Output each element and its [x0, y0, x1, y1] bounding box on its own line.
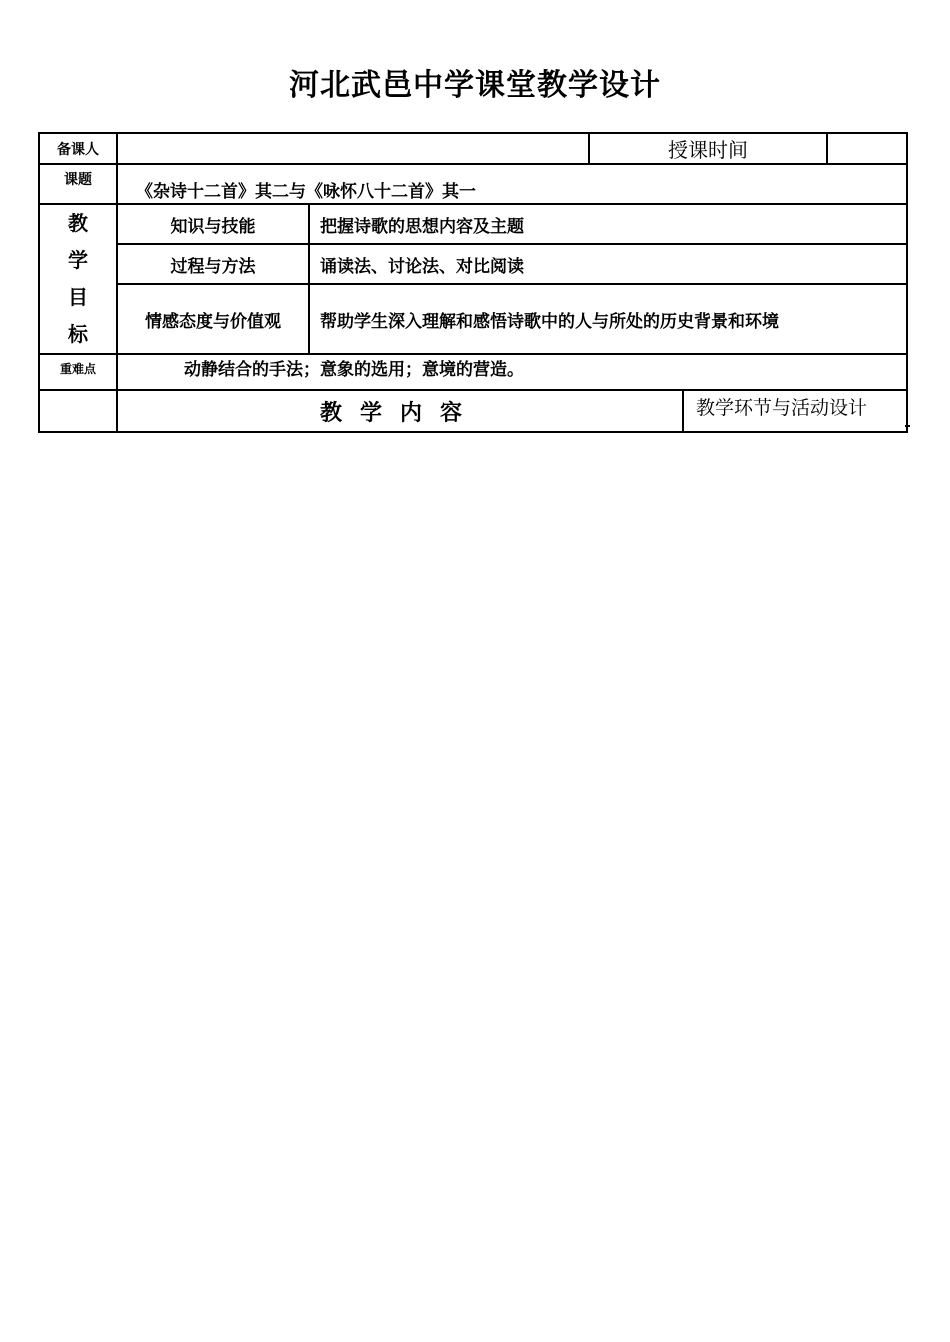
topic-row	[39, 164, 907, 204]
lesson-time-value	[827, 133, 907, 164]
key-points-label: 重难点	[39, 354, 117, 390]
objective-row	[39, 244, 907, 284]
table-edge-mark	[905, 425, 910, 427]
topic-value: 《杂诗十二首》其二与《咏怀八十二首》其一	[117, 164, 907, 204]
objectives-label-char: 目	[68, 285, 88, 309]
objective-row	[39, 204, 907, 244]
objectives-label-char: 教	[68, 211, 88, 235]
key-points-row	[39, 354, 907, 390]
teaching-content-heading: 教学内容	[117, 390, 683, 432]
preparer-value	[117, 133, 589, 164]
objectives-label-char: 学	[68, 248, 88, 272]
objective-content: 把握诗歌的思想内容及主题	[309, 204, 907, 244]
content-header-row	[39, 390, 907, 432]
objective-name: 过程与方法	[117, 244, 309, 284]
objective-content: 帮助学生深入理解和感悟诗歌中的人与所处的历史背景和环境	[309, 284, 907, 354]
page-title: 河北武邑中学课堂教学设计	[289, 68, 661, 103]
objectives-label-char: 标	[68, 322, 88, 346]
topic-label: 课题	[39, 164, 117, 204]
lesson-time-label: 授课时间	[589, 133, 827, 164]
preparer-label: 备课人	[39, 133, 117, 164]
objective-row	[39, 284, 907, 354]
content-header-blank	[39, 390, 117, 432]
lesson-plan-table	[38, 132, 908, 433]
objective-name: 情感态度与价值观	[117, 284, 309, 354]
objectives-label	[39, 204, 117, 354]
objective-name: 知识与技能	[117, 204, 309, 244]
header-row	[39, 133, 907, 164]
key-points-value: 动静结合的手法；意象的选用；意境的营造。	[117, 354, 907, 390]
objective-content: 诵读法、讨论法、对比阅读	[309, 244, 907, 284]
activity-design-heading: 教学环节与活动设计	[683, 390, 907, 432]
